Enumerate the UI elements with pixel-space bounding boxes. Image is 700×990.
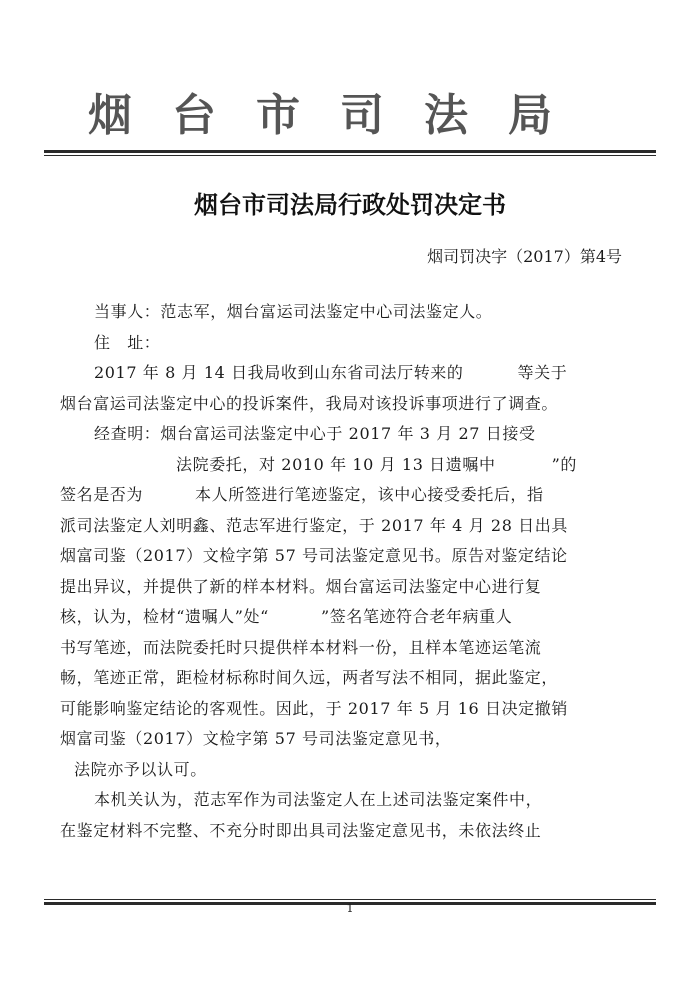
text-segment: 烟富司鉴（2017）文检字第 57 号司法鉴定意见书。原告对鉴定结论 — [60, 546, 568, 565]
document-number: 烟司罚决字（2017）第4号 — [427, 247, 622, 266]
text-segment: 本人所签进行笔迹鉴定，该中心接受委托后，指 — [195, 485, 544, 504]
paragraph-line — [60, 450, 610, 481]
paragraph-line — [60, 511, 610, 542]
paragraph-line — [60, 541, 610, 572]
text-segment: 烟富司鉴（2017）文检字第 57 号司法鉴定意见书， — [60, 729, 452, 748]
paragraph-line — [60, 633, 610, 664]
text-segment: 住 址： — [94, 332, 161, 352]
paragraph-line — [60, 602, 610, 633]
paragraph-line — [60, 572, 610, 603]
party-line — [60, 297, 610, 328]
paragraph-line — [60, 785, 610, 816]
paragraph-line — [60, 663, 610, 694]
paragraph-line — [60, 755, 610, 786]
text-segment: 书写笔迹，而法院委托时只提供样本材料一份，且样本笔迹运笔流 — [60, 637, 542, 657]
paragraph-line — [60, 389, 610, 420]
text-segment: 法院亦予以认可。 — [74, 759, 207, 779]
paragraph-line — [60, 816, 610, 847]
text-segment: 畅，笔迹正常，距检材标称时间久远，两者写法不相同，据此鉴定， — [60, 668, 559, 687]
paragraph-line — [60, 724, 610, 755]
paragraph-line — [60, 694, 610, 725]
text-segment: 当事人：范志军，烟台富运司法鉴定中心司法鉴定人。 — [94, 302, 493, 321]
redacted-name — [496, 456, 552, 474]
redacted-address — [160, 334, 360, 352]
text-segment: 在鉴定材料不完整、不充分时即出具司法鉴定意见书，未依法终止 — [60, 820, 542, 840]
text-segment: 2017 年 8 月 14 日我局收到山东省司法厅转来的 — [94, 363, 464, 382]
letterhead-agency-name: 烟台市司法局 — [88, 90, 592, 141]
text-segment: 烟台富运司法鉴定中心的投诉案件，我局对该投诉事项进行了调查。 — [60, 393, 559, 413]
document-body — [60, 297, 610, 846]
redacted-name — [269, 609, 321, 627]
text-segment: 本机关认为，范志军作为司法鉴定人在上述司法鉴定案件中， — [94, 790, 543, 809]
text-segment: 派司法鉴定人刘明鑫、范志军进行鉴定，于 2017 年 4 月 28 日出具 — [60, 515, 568, 535]
text-segment: 签名是否为 — [60, 485, 144, 504]
redacted-name — [143, 487, 195, 505]
text-segment: 经查明：烟台富运司法鉴定中心于 2017 年 3 月 27 日接受 — [94, 424, 536, 443]
text-segment: 法院委托，对 2010 年 10 月 13 日遗嘱中 — [176, 454, 496, 474]
text-segment: ”签名笔迹符合老年病重人 — [320, 607, 513, 626]
redacted-name — [464, 365, 518, 383]
text-segment: 核，认为，检材“遗嘱人”处“ — [60, 607, 269, 626]
paragraph-line — [60, 358, 610, 389]
document-title: 烟台市司法局行政处罚决定书 — [194, 190, 506, 219]
page-number: 1 — [346, 902, 354, 915]
letterhead-divider — [44, 150, 656, 156]
text-segment: 等关于 — [517, 363, 568, 382]
paragraph-line — [60, 480, 610, 511]
text-segment: ”的 — [551, 454, 577, 474]
text-segment: 可能影响鉴定结论的客观性。因此，于 2017 年 5 月 16 日决定撤销 — [60, 698, 568, 718]
paragraph-line — [60, 419, 610, 450]
text-segment: 提出异议，并提供了新的样本材料。烟台富运司法鉴定中心进行复 — [60, 576, 542, 596]
address-line — [60, 328, 610, 359]
